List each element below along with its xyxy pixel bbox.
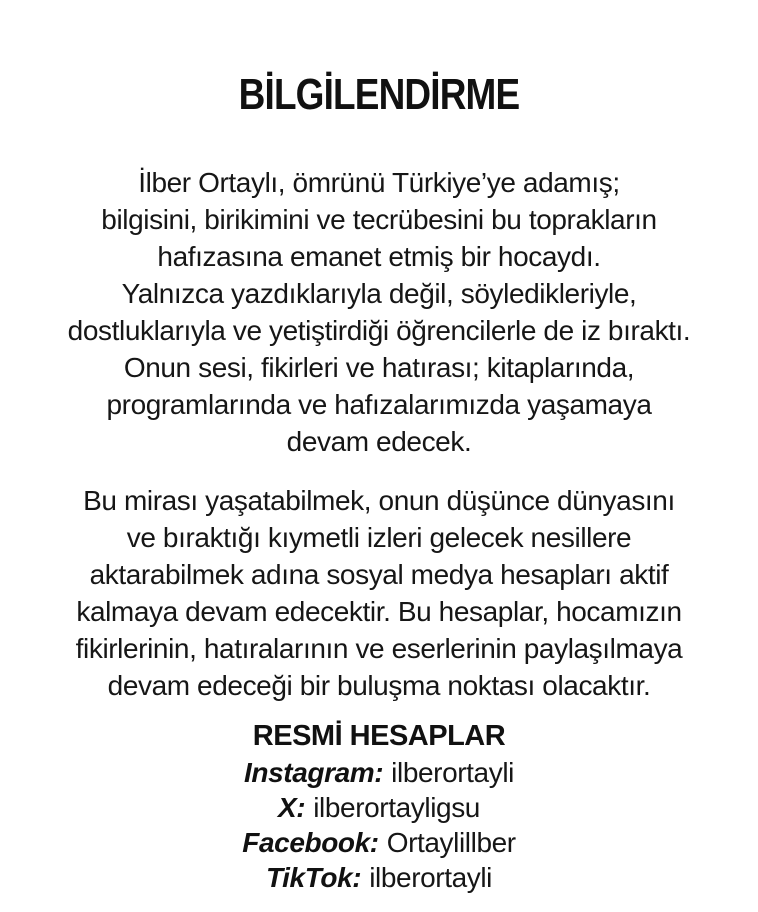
account-platform-label: Instagram: — [244, 757, 384, 788]
official-accounts-heading: RESMİ HESAPLAR — [252, 720, 506, 752]
page-title: BİLGİLENDİRME — [238, 70, 520, 119]
paragraph-line: Yalnızca yazdıklarıyla değil, söyledikleriyle, — [121, 278, 637, 309]
paragraph-line: hafızasına emanet etmiş bir hocaydı. — [157, 241, 601, 272]
paragraph-line: programlarında ve hafızalarımızda yaşamaya — [106, 389, 652, 420]
paragraph-memorial — [29, 164, 729, 460]
account-platform-label: TikTok: — [265, 862, 362, 893]
paragraph-line: bilgisini, birikimini ve tecrübesini bu toprakların — [101, 204, 657, 235]
account-platform-label: X: — [278, 792, 306, 823]
account-row-x — [0, 790, 758, 825]
account-handle: ilberortayli — [369, 862, 493, 893]
paragraph-legacy — [29, 482, 729, 704]
account-row-tiktok — [0, 860, 758, 895]
account-handle: ilberortayligsu — [313, 792, 480, 823]
account-row-facebook — [0, 825, 758, 860]
official-accounts-section — [0, 718, 758, 895]
paragraph-line: kalmaya devam edecektir. Bu hesaplar, hocamızın — [76, 596, 682, 627]
paragraph-line: dostluklarıyla ve yetiştirdiği öğrencilerle de iz bıraktı. — [67, 315, 691, 346]
paragraph-line: devam edecek. — [286, 426, 472, 457]
account-handle: ilberortayli — [391, 757, 514, 788]
paragraph-line: devam edeceği bir buluşma noktası olacaktır. — [107, 670, 651, 701]
account-row-instagram — [0, 755, 758, 790]
account-handle: Ortaylillber — [386, 827, 516, 858]
paragraph-line: İlber Ortaylı, ömrünü Türkiye’ye adamış; — [138, 167, 620, 198]
paragraph-line: Onun sesi, fikirleri ve hatırası; kitaplarında, — [123, 352, 635, 383]
paragraph-line: Bu mirası yaşatabilmek, onun düşünce dünyasını — [83, 485, 675, 516]
paragraph-line: ve bıraktığı kıymetli izleri gelecek nesillere — [126, 522, 632, 553]
account-platform-label: Facebook: — [242, 827, 379, 858]
paragraph-line: fikirlerinin, hatıralarının ve eserlerinin paylaşılmaya — [75, 633, 683, 664]
paragraph-line: aktarabilmek adına sosyal medya hesapları aktif — [89, 559, 669, 590]
